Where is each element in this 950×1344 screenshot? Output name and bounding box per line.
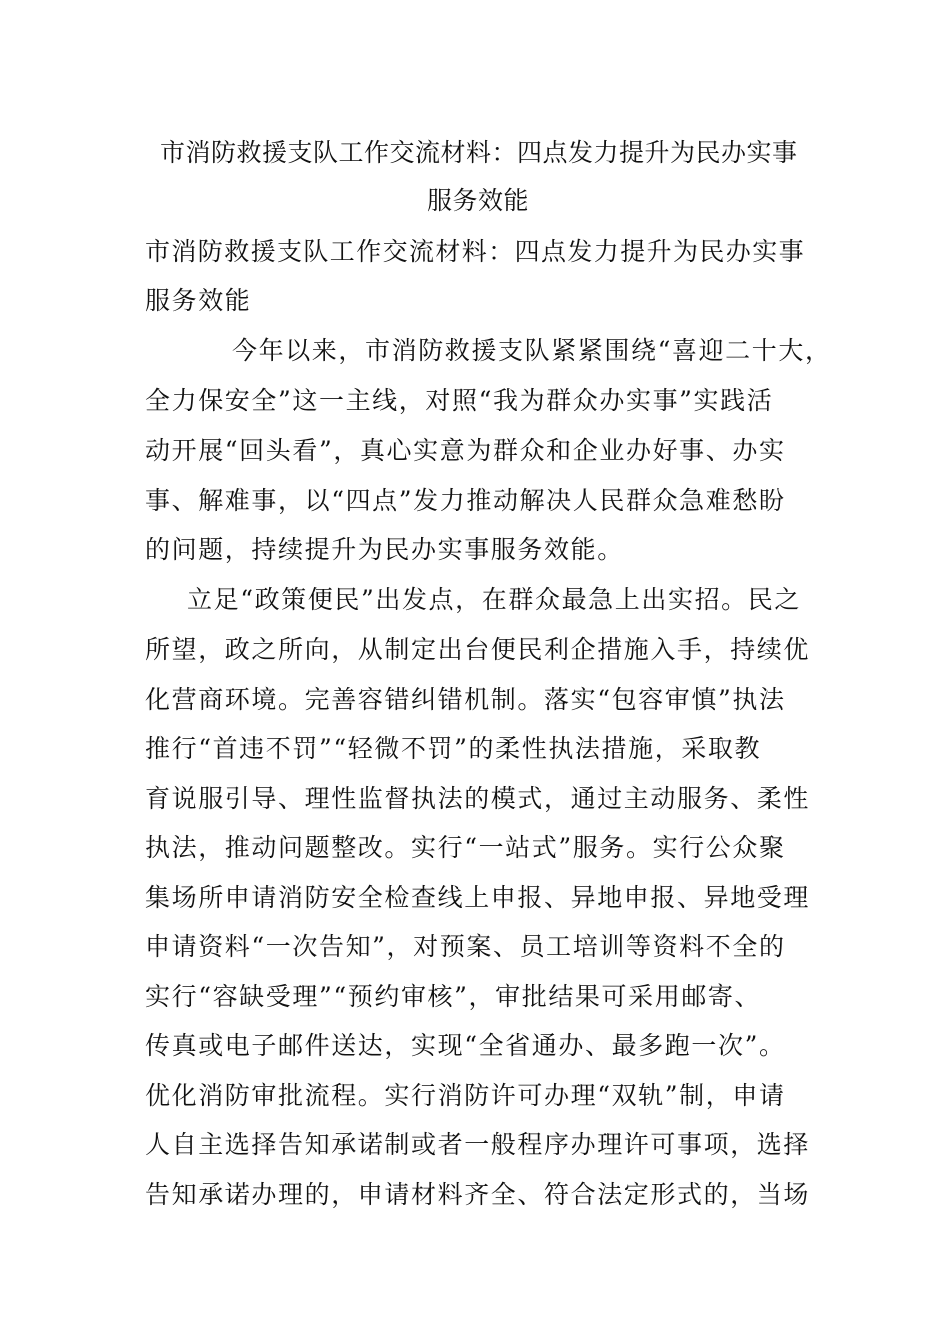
paragraph2-line-10: 传真或电子邮件送达，实现“全省通办、最多跑一次”。 [145,1031,786,1060]
paragraph2-line-7: 集场所申请消防安全检查线上申报、异地申报、异地受理 [145,883,811,912]
paragraph2-line-11: 优化消防审批流程。实行消防许可办理“双轨”制，申请 [145,1081,786,1110]
paragraph1-line-5: 的问题，持续提升为民办实事服务效能。 [145,535,624,564]
paragraph2-line-3: 化营商环境。完善容错纠错机制。落实“包容审慎”执法 [145,685,786,714]
paragraph2-line-12: 人自主选择告知承诺制或者一般程序办理许可事项，选择 [145,1130,811,1159]
document-title-line-1: 市消防救援支队工作交流材料：四点发力提升为民办实事 [160,138,798,167]
paragraph2-line-5: 育说服引导、理性监督执法的模式，通过主动服务、柔性 [145,784,811,813]
paragraph1-line-3: 动开展“回头看”，真心实意为群众和企业办好事、办实 [145,436,786,465]
paragraph2-line-4: 推行“首违不罚”“轻微不罚”的柔性执法措施，采取教 [145,734,762,763]
paragraph2-line-13: 告知承诺办理的，申请材料齐全、符合法定形式的，当场 [145,1180,811,1209]
document-title-line-2: 服务效能 [427,186,530,215]
paragraph2-line-6: 执法，推动问题整改。实行“一站式”服务。实行公众聚 [145,833,786,862]
paragraph2-line-2: 所望，政之所向，从制定出台便民利企措施入手，持续优 [145,635,811,664]
paragraph2-line-9: 实行“容缺受理”“预约审核”，审批结果可采用邮寄、 [145,982,762,1011]
paragraph2-line-1: 立足“政策便民”出发点，在群众最急上出实招。民之 [187,585,801,614]
paragraph1-line-1: 今年以来，市消防救援支队紧紧围绕“喜迎二十大， [232,336,832,365]
paragraph2-line-8: 申请资料“一次告知”，对预案、员工培训等资料不全的 [145,932,786,961]
paragraph1-line-2: 全力保安全”这一主线，对照“我为群众办实事”实践活 [145,386,774,415]
paragraph1-line-4: 事、解难事，以“四点”发力推动解决人民群众急难愁盼 [145,486,786,515]
subtitle-line-1: 市消防救援支队工作交流材料：四点发力提升为民办实事 [145,237,806,266]
subtitle-line-2: 服务效能 [145,286,252,315]
